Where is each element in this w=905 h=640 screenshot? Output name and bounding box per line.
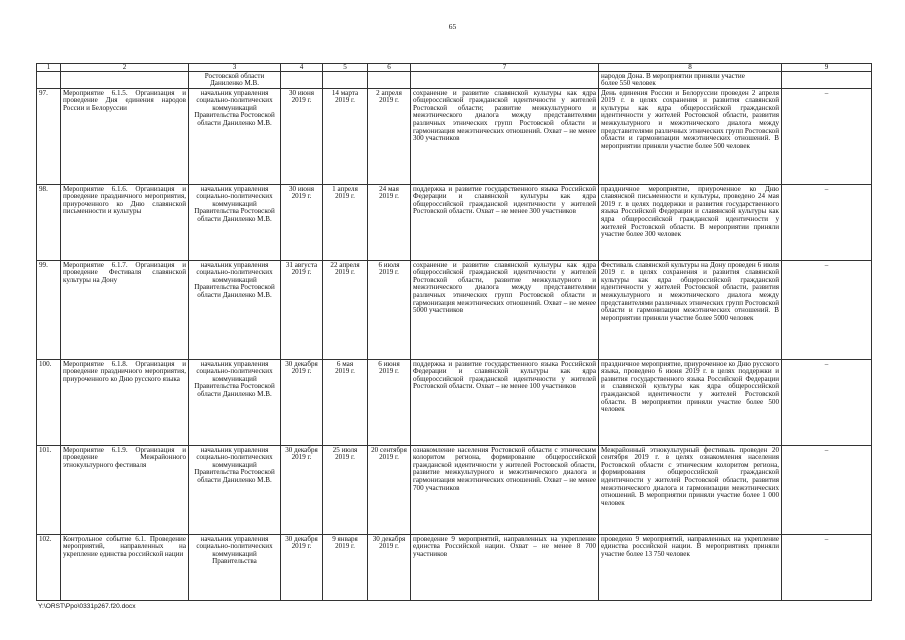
actual-start-date: 9 января 2019 г. bbox=[323, 535, 368, 601]
continuation-row bbox=[37, 72, 872, 89]
expected-result: поддержка и развитие государственного языка Российской Федерации и славянской культуры как ядра общероссийской гражданской идентичности у жителей Ростовской области. Охват – не менее 300 участников bbox=[411, 185, 599, 261]
expected-result: ознакомление населения Ростовской области с этническим колоритом региона, формирование общероссийской гражданской идентичности у жителей Ростовской области, развитие межкультурного и межэтнического диалога и гармонизация межэтнических отношений. Охват – не менее 700 участников bbox=[411, 446, 599, 535]
actual-end-date: 6 июля 2019 г. bbox=[368, 261, 411, 360]
measures-table bbox=[36, 63, 872, 601]
file-path-footer: Y:\ORST\Ppo\0331p267.f20.docx bbox=[38, 603, 136, 610]
actual-start-date: 6 мая 2019 г. bbox=[323, 360, 368, 446]
row-number: 99. bbox=[37, 261, 61, 360]
responsible-person: начальник управления социально-политических коммуникаций Правительства bbox=[189, 535, 281, 601]
empty-cell bbox=[281, 72, 323, 89]
event-name: Мероприятие 6.1.5. Организация и проведение Дня единения народов России и Белоруссии bbox=[61, 89, 189, 185]
continuation-achieved: народов Дона. В мероприятии приняли участие более 550 человек bbox=[599, 72, 782, 89]
expected-result: проведение 9 мероприятий, направленных на укрепление единства Российской нации. Охват – не менее 8 700 участников bbox=[411, 535, 599, 601]
responsible-person: начальник управления социально-политических коммуникаций Правительства Ростовской области Даниленко М.В. bbox=[189, 185, 281, 261]
achieved-result: праздничное мероприятие, приуроченное ко Дню русского языка, проведено 6 июня 2019 г. в целях поддержки и развития государственного языка Российской Федерации и славянской культуры как ядра общероссийской гражданской идентичности у жителей Ростовской области. В мероприятии приняли участие более 500 человек bbox=[599, 360, 782, 446]
column-header: 8 bbox=[599, 64, 782, 72]
expected-result: сохранение и развитие славянской культуры как ядра общероссийской гражданской идентичности у жителей Ростовской области, развитие межкультурного и межэтнического диалога между представителями различных этнических групп Ростовской области и гармонизация межэтнических отношений. Охват – не менее 5000 участников bbox=[411, 261, 599, 360]
actual-end-date: 24 мая 2019 г. bbox=[368, 185, 411, 261]
actual-start-date: 25 июля 2019 г. bbox=[323, 446, 368, 535]
expected-result: сохранение и развитие славянской культуры как ядра общероссийской гражданской идентичности у жителей Ростовской области; развитие межкультурного и межэтнического диалога между представителями различных этнических групп Ростовской области и гармонизация межэтнических отношений. Охват – не менее 300 участников bbox=[411, 89, 599, 185]
column-number-row bbox=[37, 64, 872, 72]
planned-end-date: 30 декабря 2019 г. bbox=[281, 360, 323, 446]
row-number: 98. bbox=[37, 185, 61, 261]
event-name: Контрольное событие 6.1. Проведение мероприятий, направленных на укрепление единства российской нации bbox=[61, 535, 189, 601]
planned-end-date: 31 августа 2019 г. bbox=[281, 261, 323, 360]
table-row bbox=[37, 89, 872, 185]
problems-note: – bbox=[782, 261, 872, 360]
problems-note: – bbox=[782, 535, 872, 601]
column-header: 1 bbox=[37, 64, 61, 72]
empty-cell bbox=[368, 72, 411, 89]
responsible-person: начальник управления социально-политических коммуникаций Правительства Ростовской области Даниленко М.В. bbox=[189, 360, 281, 446]
actual-start-date: 22 апреля 2019 г. bbox=[323, 261, 368, 360]
empty-cell bbox=[782, 72, 872, 89]
planned-end-date: 30 декабря 2019 г. bbox=[281, 446, 323, 535]
planned-end-date: 30 декабря 2019 г. bbox=[281, 535, 323, 601]
table-row bbox=[37, 360, 872, 446]
column-header: 7 bbox=[411, 64, 599, 72]
actual-end-date: 30 декабря 2019 г. bbox=[368, 535, 411, 601]
event-name: Мероприятие 6.1.6. Организация и проведение праздничного мероприятия, приуроченного ко Дню славянской письменности и культуры bbox=[61, 185, 189, 261]
table-row bbox=[37, 261, 872, 360]
row-number: 102. bbox=[37, 535, 61, 601]
actual-end-date: 6 июня 2019 г. bbox=[368, 360, 411, 446]
row-number: 101. bbox=[37, 446, 61, 535]
responsible-person: начальник управления социально-политических коммуникаций Правительства Ростовской области Даниленко М.В. bbox=[189, 261, 281, 360]
problems-note: – bbox=[782, 89, 872, 185]
empty-cell bbox=[61, 72, 189, 89]
achieved-result: проведено 9 мероприятий, направленных на укрепление единства российской нации. В мероприятиях приняли участие более 13 750 человек bbox=[599, 535, 782, 601]
column-header: 6 bbox=[368, 64, 411, 72]
empty-cell bbox=[323, 72, 368, 89]
planned-end-date: 30 июня 2019 г. bbox=[281, 89, 323, 185]
responsible-person: начальник управления социально-политических коммуникаций Правительства Ростовской области Даниленко М.В. bbox=[189, 446, 281, 535]
problems-note: – bbox=[782, 446, 872, 535]
table-row bbox=[37, 446, 872, 535]
column-header: 5 bbox=[323, 64, 368, 72]
page-number: 65 bbox=[448, 22, 457, 31]
achieved-result: Межрайонный этнокультурный фестиваль проведен 20 сентября 2019 г. в целях ознакомления населения Ростовской области с этническим колоритом региона, формирования общероссийской гражданской идентичности у жителей Ростовской области, развития межэтнического диалога и гармонизации межэтнических отношений. В мероприятии приняли участие более 1 000 человек bbox=[599, 446, 782, 535]
responsible-person: начальник управления социально-политических коммуникаций Правительства Ростовской области Даниленко М.В. bbox=[189, 89, 281, 185]
table-row bbox=[37, 185, 872, 261]
problems-note: – bbox=[782, 185, 872, 261]
event-name: Мероприятие 6.1.9. Организация и проведение Межрайонного этнокультурного фестиваля bbox=[61, 446, 189, 535]
column-header: 3 bbox=[189, 64, 281, 72]
actual-end-date: 20 сентября 2019 г. bbox=[368, 446, 411, 535]
planned-end-date: 30 июня 2019 г. bbox=[281, 185, 323, 261]
row-number: 100. bbox=[37, 360, 61, 446]
achieved-result: Фестиваль славянской культуры на Дону проведен 6 июля 2019 г. в целях сохранения и развития славянской культуры как ядра общероссийской гражданской идентичности у жителей Ростовской области, развития межкультурного и межэтнического диалога между представителями различных этнических групп Ростовской области и гармонизации межэтнических отношений. В мероприятии приняли участие более 5000 человек bbox=[599, 261, 782, 360]
event-name: Мероприятие 6.1.8. Организация и проведение праздничного мероприятия, приуроченного ко Дню русского языка bbox=[61, 360, 189, 446]
continuation-responsible: Ростовской области Даниленко М.В. bbox=[189, 72, 281, 89]
actual-start-date: 14 марта 2019 г. bbox=[323, 89, 368, 185]
event-name: Мероприятие 6.1.7. Организация и проведение Фестиваля славянской культуры на Дону bbox=[61, 261, 189, 360]
actual-end-date: 2 апреля 2019 г. bbox=[368, 89, 411, 185]
achieved-result: праздничное мероприятие, приуроченное ко Дню славянской письменности и культуры, проведено 24 мая 2019 г. в целях поддержки и развития государственного языка Российской Федерации и славянской культуры как ядра общероссийской гражданской идентичности у жителей Ростовской области. В мероприятии приняли участие более 300 человек bbox=[599, 185, 782, 261]
problems-note: – bbox=[782, 360, 872, 446]
column-header: 9 bbox=[782, 64, 872, 72]
achieved-result: День единения России и Белоруссии проведен 2 апреля 2019 г. в целях сохранения и развития славянской культуры как ядра общероссийской гражданской идентичности у жителей Ростовской области, развития межкультурного и межэтнического диалога между представителями различных этнических групп Ростовской области и гармонизации межэтнических отношений. В мероприятии приняли участие более 500 человек bbox=[599, 89, 782, 185]
table-row bbox=[37, 535, 872, 601]
row-number: 97. bbox=[37, 89, 61, 185]
column-header: 4 bbox=[281, 64, 323, 72]
column-header: 2 bbox=[61, 64, 189, 72]
expected-result: поддержка и развитие государственного языка Российской Федерации и славянской культуры как ядра общероссийской гражданской идентичности у жителей Ростовской области. Охват – не менее 100 участников bbox=[411, 360, 599, 446]
empty-cell bbox=[37, 72, 61, 89]
actual-start-date: 1 апреля 2019 г. bbox=[323, 185, 368, 261]
empty-cell bbox=[411, 72, 599, 89]
